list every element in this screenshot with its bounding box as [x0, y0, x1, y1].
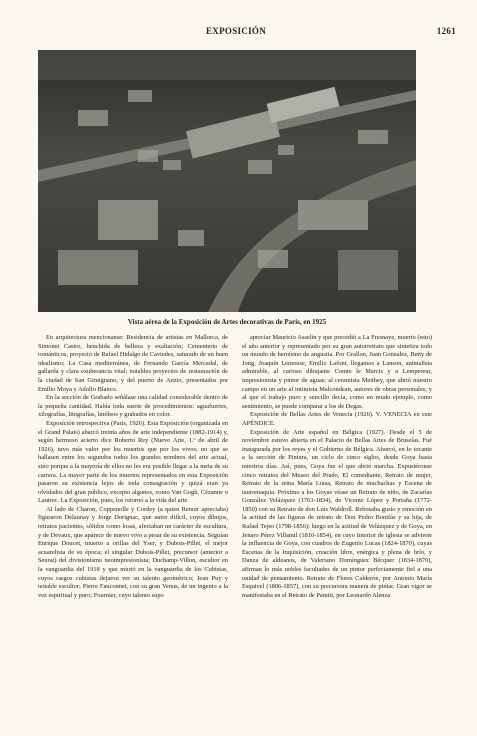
page-number: 1261: [436, 26, 456, 36]
text-columns: [38, 334, 438, 694]
figure-caption: Vista aérea de la Exposición de Artes decorativas de París, en 1925: [127, 318, 327, 326]
running-header: [36, 26, 456, 40]
paragraph: Al lado de Charon, Coppenolle y Cordey (a quien Renoir apreciaba) figuraron Delaunay y Jorge Dorignac, que autor difícil, cuyos dibujos, retratos pacientes, sólidos como losas, afectaban un carácter de escultura, y de Devaux, que aparece de nuevo vivo a pesar de su existencia. Seguían Enrique Doucet, muerto a orillas del Yser, y Dubois-Pillet, el mejor acuarelista de su época; el singular Dubois-Pillet, precursor (anterior a Seurat) del divisionismo neoimpresionista; Duchamp-Villon, escultor en la vanguardia del 1918 y que murió en la vanguardia de los Cubistas, cuyos rasgos cubistas dejaron ver su talento geométrico; Jean Puy y notable escultor; Pierre Fauconnet, con su gran Venus, de un ingenio a la vez espiritual y puro; Fournier, cuyo talento supo: [38, 505, 228, 599]
paragraph: Exposición de Bellas Artes de Venecia (1926). V. VENECIA en este APÉNDICE.: [242, 411, 432, 427]
right-column: [242, 334, 432, 694]
paragraph: Exposición de Arte español en Bélgica (1927). Desde el 5 de noviembre estuvo abierta en el Palacio de Bellas Artes de Bruselas. Fué inaugurada por los reyes y el Gobierno de Bélgica. Ahorcó, en lo tocante a la sección de Pintura, un ciclo de cinco siglos, desde Goya hasta nuestros días. Así, pues, Goya fue el que abrió marcha. Expusiéronse cinco retratos del Museo del Prado, El comediante, Retrato de mujer, Retrato de la reina María Luisa, Retrato de muchachas y Escena de tauromaquia. Próximo a los Goyas véase un Retrato de niño, de Zacarías González Velázquez (1763-1834), de Vicente López y Portaña (1772-1850) con su Retrato de don Luis Waldroll. Rebosaba gusto y emoción en la actitud de las figuras de retrato de Don Pedro Bonifás y su hija, de Rafael Tejeo (1798-1856); luego en la actitud de Velázquez y de Goya, en Jenaro Pérez Villamil (1810-1854), en cuyo Interior de iglesia se advierte la influencia de Goya, con cuadros de Eugenio Lucas (1824-1870), cuyas Escenas de la Inquisición, creación libre, enérgica y plena de brío, y Danza de aldeanos, de Valeriano Domínguez Bécquer (1834-1870), afirman lo más nobles facultades de un pintor perfectamente fiel a una unidad de pensamiento. Retrato de Flores Calderón, por Antonio María Esquivel (1806-1857), con su precursora manera de pintar. Gran vigor se manifestaba en el Retrato de Pamiti, por Leonardo Alenza: [242, 428, 432, 599]
paragraph: Exposición retrospectiva (París, 1926). Esta Exposición (organizada en el Grand Palais) abarcó treinta años de arte independiente (1882-1914) y, según hermoso acierto dice Roberto Rey (Nuevo Arte, 1.º de abril de 1926), tuvo más valor por los muertos que por los vivos; no que se hallasen entre los segundos todos los grandes nombres del arte actual, sino porque a la mayoría de ellos no les era posible llegar a la meta de su carrera. La mayor parte de los muertos representados en esta Exposición pasaron su existencia lejos de toda consagración y quizá eran ya olvidados del gran público, excepto algunos, como Van Gogh, Cézanne o Lautrec. La Exposición, pues, los retornó a la vida del arte.: [38, 419, 228, 505]
aerial-photo-image: [38, 50, 416, 312]
aerial-photo: [38, 50, 416, 312]
paragraph: apreciar Mauricio Asselin y que precedió a La Fresnaye, muerto (esto) el año anterior y representado por su gran autorretrato que sintetiza todo un mundo de heroísmo de angustia. Por Grallon, Juan Gonzalez, Betty de Jong, Joaquín Lemouse, Emilio Lafont, llegamos a Lanson, animalista admirable, al curioso dibujante Comte le Marcis y a Lempereur, impresionista y pintor de aguas; al ceramista Metthey, que abrió nuestro campo en un arte al intimista Malcondean, autores de obras personales; y al que el trabajo puro y sencillo decía, como un mudo ejemplo, como sentimiento, se puede comparar a los de Degas.: [242, 334, 432, 410]
paragraph: En arquitectura mencionanse: Residencia de artistas en Mallorca, de Simonet Castro, henchida de belleza y exaltación; Cementerio de románticos, proyecto de Rafael Hidalgo de Caviedes, saturado de un buen idealismo; La Casa mediterránea, de Fernando García Mercadal, de gallarda y clara exuberancia vital; notables proyectos de restauración de la ciudad de San Gimignano, y del puerto de Anzio, presentados por Emilio Moya y Adolfo Blanco.: [38, 334, 228, 393]
paragraph: En la sección de Grabado señálase una calidad considerable dentro de la pequeña cantidad. Había toda suerte de procedimientos: aguafuertes, xilografías, litografías, linóleos y grabados en color.: [38, 394, 228, 419]
header-title: EXPOSICIÓN: [206, 26, 267, 36]
left-column: [38, 334, 228, 694]
